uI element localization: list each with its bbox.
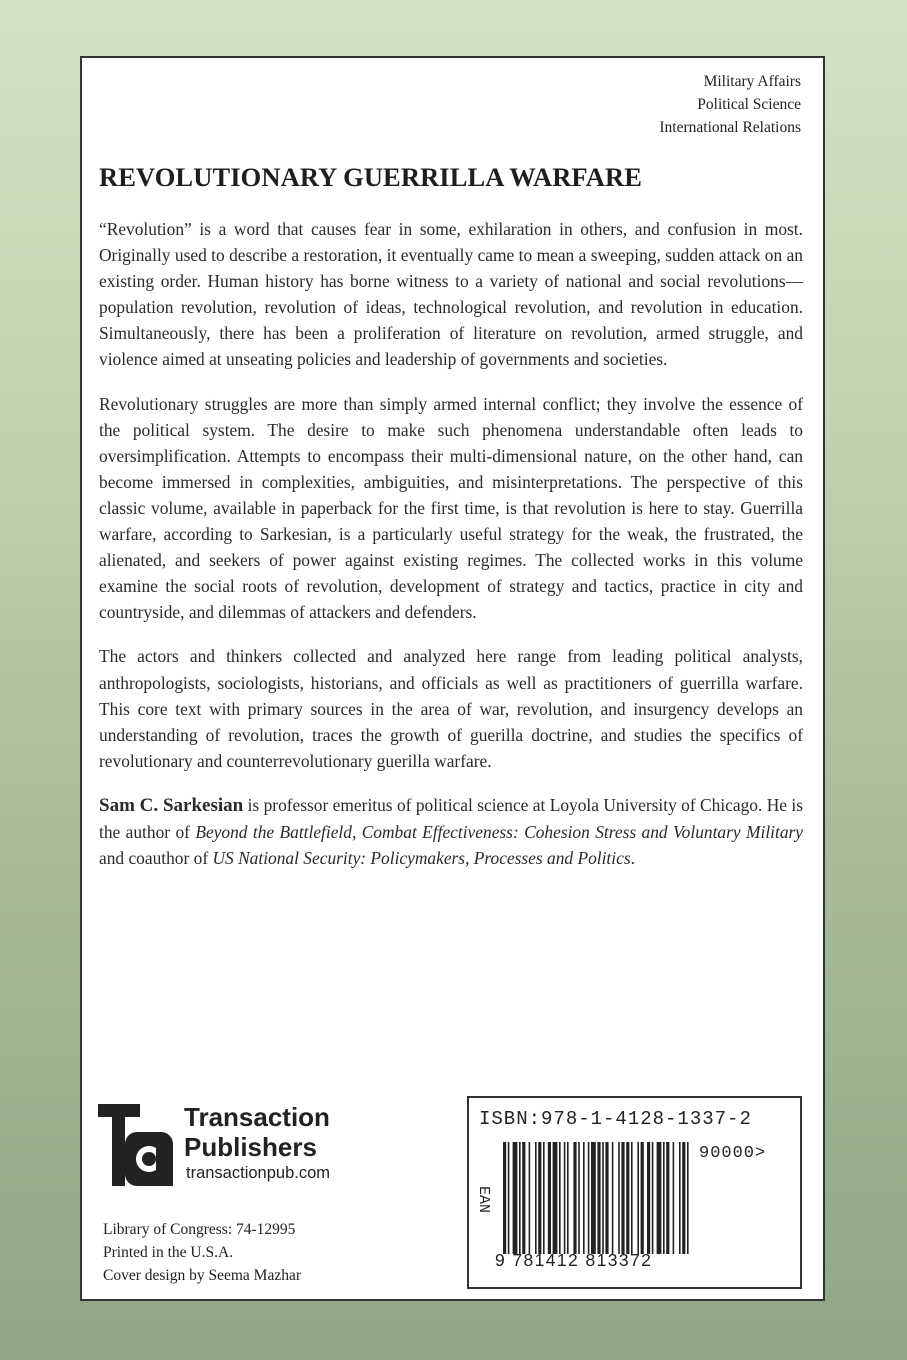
author-bio [99, 792, 803, 871]
blurb-paragraph: “Revolution” is a word that causes fear in some, exhilaration in others, and confusion in most. Originally used to describe a restoration, it eventually came to mean a sweeping, sudden attack on an existing order. Human history has borne witness to a variety of national and social revolutions—population revolution, revolution of ideas, technological revolution, and revolution in education. Simultaneously, there has been a proliferation of literature on revolution, armed struggle, and violence aimed at unseating policies and leadership of governments and societies. [99, 219, 803, 370]
ean-digits: 9 781412 813372 [495, 1250, 653, 1270]
author-book-title: US National Security: Policymakers, Processes and Politics [212, 848, 631, 869]
isbn-number: ISBN:978-1-4128-1337-2 [479, 1108, 752, 1130]
price-code: 90000> [699, 1144, 767, 1163]
author-name: Sam C. Sarkesian [99, 794, 244, 816]
author-bio-text: is professor emeritus of political science at Loyola University of Chicago. He is the author of [99, 794, 803, 842]
cover-design-credit: Cover design by Seema Mazhar [103, 1267, 301, 1284]
back-cover-panel [80, 56, 825, 1301]
ean-label: EAN [475, 1186, 492, 1214]
author-bio-text: and coauthor of [99, 848, 213, 869]
publisher-name-line: Publishers [184, 1132, 317, 1162]
book-title: REVOLUTIONARY GUERRILLA WARFARE [99, 162, 642, 192]
publisher-logo-icon [98, 1098, 178, 1188]
publisher-logo [98, 1098, 368, 1188]
isbn-barcode-box [467, 1096, 802, 1289]
blurb [99, 216, 803, 889]
publisher-name-line: Transaction [184, 1102, 330, 1132]
blurb-paragraph: The actors and thinkers collected and analyzed here range from leading political analysts, anthropologists, sociologists, historians, and officials as well as practitioners of guerrilla warfare. This core text with primary sources in the area of war, revolution, and insurgency develops an understanding of revolution, traces the growth of guerilla doctrine, and studies the specifics of revolutionary and counterrevolutionary guerilla warfare. [99, 646, 803, 771]
printed-in: Printed in the U.S.A. [103, 1244, 234, 1261]
subject-item: Military Affairs [703, 73, 801, 90]
barcode-image [503, 1142, 689, 1254]
subject-item: Political Science [697, 96, 801, 113]
subject-categories [659, 70, 801, 139]
subject-item: International Relations [659, 119, 801, 136]
blurb-paragraph: Revolutionary struggles are more than simply armed internal conflict; they involve the essence of the political system. The desire to make such phenomena understandable often leads to oversimplification. Attempts to encompass their multi-dimensional nature, on the other hand, can become immersed in complexities, ambiguities, and misinterpretations. The perspective of this classic volume, available in paperback for the first time, is that revolution is here to stay. Guerrilla warfare, according to Sarkesian, is a particularly useful strategy for the weak, the frustrated, the alienated, and seekers of power against existing regimes. The collected works in this volume examine the social roots of revolution, development of strategy and tactics, practice in city and countryside, and dilemmas of attackers and defenders. [99, 393, 803, 623]
imprint-info [103, 1218, 301, 1287]
publisher-url: transactionpub.com [186, 1164, 330, 1182]
author-bio-text: . [630, 848, 635, 869]
publisher-name [184, 1102, 330, 1162]
library-of-congress: Library of Congress: 74-12995 [103, 1221, 296, 1238]
author-book-title: Beyond the Battlefield, Combat Effectiveness: Cohesion Stress and Voluntary Military [195, 821, 804, 842]
